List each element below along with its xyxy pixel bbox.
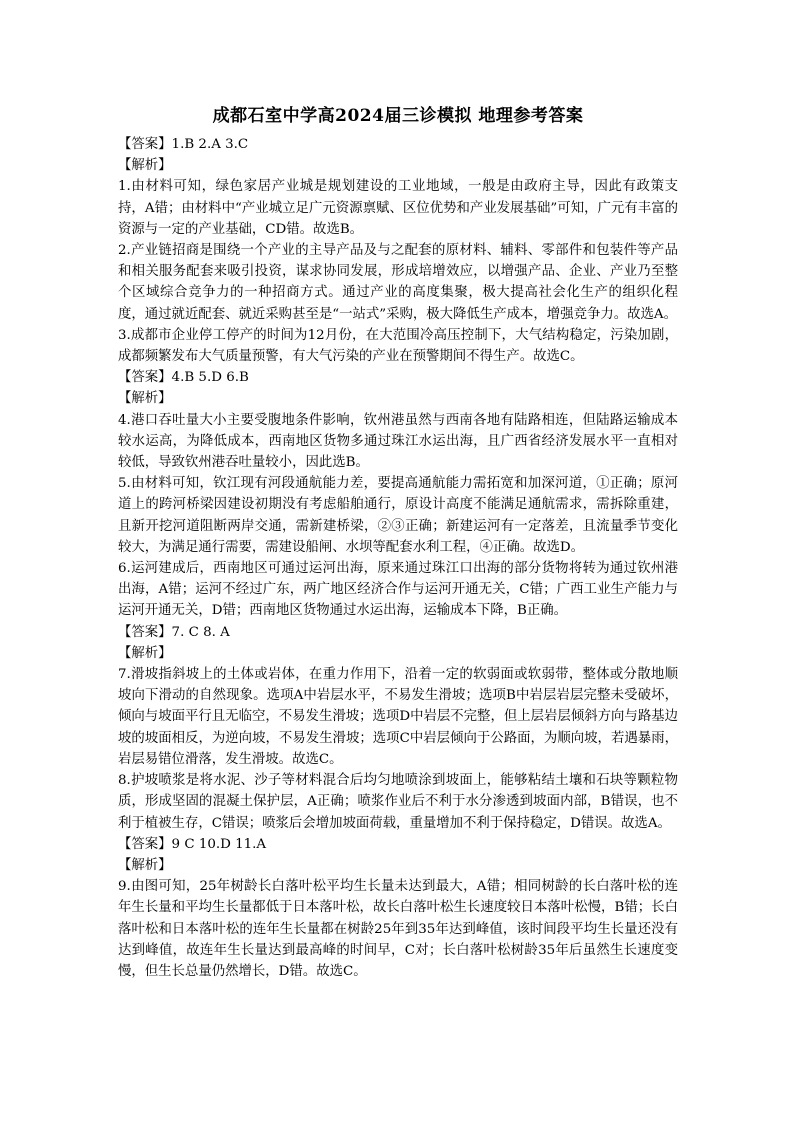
explanation-q8: 8.护坡喷浆是将水泥、沙子等材料混合后均匀地喷涂到坡面上，能够粘结土壤和石块等颗粒物质，形成坚固的混凝土保护层，A正确；喷浆作业后不利于水分渗透到坡面内部，B错误，也不利于植被生存，C错误；喷浆后会增加坡面荷载，重量增加不利于保持稳定，D错误。故选A。 bbox=[118, 773, 678, 831]
explanation-q7: 7.滑坡指斜坡上的土体或岩体，在重力作用下，沿着一定的软弱面或软弱带，整体或分散地顺坡向下滑动的自然现象。选项A中岩层水平，不易发生滑坡；选项B中岩层岩层完整未受破坏，倾向与坡面平行且无临空，不易发生滑坡；选项D中岩层不完整，但上层岩层倾斜方向与路基边坡的坡面相反，为逆向坡，不易发生滑坡；选项C中岩层倾向于公路面，为顺向坡，若遇暴雨，岩层易错位滑落，发生滑坡。故选C。 bbox=[118, 667, 678, 767]
analysis-heading-1: 【解析】 bbox=[118, 158, 172, 174]
explanation-q4: 4.港口吞吐量大小主要受腹地条件影响，钦州港虽然与西南各地有陆路相连，但陆路运输成本较水运高，为降低成本，西南地区货物多通过珠江水运出海，且广西省经济发展水平一直相对较低，导致钦州港吞吐量较小，因此选B。 bbox=[118, 412, 678, 471]
document-title: 成都石室中学高2024届三诊模拟 地理参考答案 bbox=[212, 106, 584, 126]
answer-line-9-11: 【答案】9 C 10.D 11.A bbox=[118, 836, 267, 852]
analysis-heading-2: 【解析】 bbox=[118, 391, 172, 407]
document-body bbox=[118, 134, 678, 982]
answer-line-4-6: 【答案】4.B 5.D 6.B bbox=[118, 370, 249, 386]
answer-line-1-3: 【答案】1.B 2.A 3.C bbox=[118, 137, 249, 152]
answer-line-7-8: 【答案】7. C 8. A bbox=[118, 624, 230, 640]
explanation-q1: 1.由材料可知，绿色家居产业城是规划建设的工业地域，一般是由政府主导，因此有政策支持，A错；由材料中“产业城立足广元资源禀赋、区位优势和产业发展基础”可知，广元有丰富的资源与一定的产业基础，CD错。故选B。 bbox=[118, 179, 678, 237]
answer-document bbox=[118, 104, 678, 982]
explanation-q9: 9.由图可知，25年树龄长白落叶松平均生长量未达到最大，A错；相同树龄的长白落叶松的连年生长量和平均生长量都低于日本落叶松，故长白落叶松生长速度较日本落叶松慢，B错；长白落叶松和日本落叶松的连年生长量都在树龄25年到35年达到峰值，该时间段平均生长量还没有达到峰值，故连年生长量达到最高峰的时间早，C对；长白落叶松树龄35年后虽然生长速度变慢，但生长总量仍然增长，D错。故选C。 bbox=[118, 879, 678, 979]
explanation-q6: 6.运河建成后，西南地区可通过运河出海，原来通过珠江口出海的部分货物将转为通过钦州港出海，A错；运河不经过广东，两广地区经济合作与运河开通无关，C错；广西工业生产能力与运河开通无关，D错；西南地区货物通过水运出海，运输成本下降，B正确。 bbox=[118, 561, 678, 619]
analysis-heading-3: 【解析】 bbox=[118, 645, 172, 661]
analysis-heading-4: 【解析】 bbox=[118, 857, 172, 873]
explanation-q2: 2.产业链招商是围绕一个产业的主导产品及与之配套的原材料、辅料、零部件和包装件等产品和相关服务配套来吸引投资，谋求协同发展，形成培增效应，以增强产品、企业、产业乃至整个区域综合竞争力的一种招商方式。通过产业的高度集聚，极大提高社会化生产的组织化程度，通过就近配套、就近采购甚至是“一站式”采购，极大降低生产成本，增强竞争力。故选A。 bbox=[118, 243, 678, 322]
explanation-q5: 5.由材料可知，钦江现有河段通航能力差，要提高通航能力需拓宽和加深河道，①正确；原河道上的跨河桥梁因建设初期没有考虑船舶通行，原设计高度不能满足通航需求，需拆除重建，且新开挖河道阻断两岸交通，需新建桥梁，②③正确；新建运河有一定落差，且流量季节变化较大，为满足通行需要，需建设船闸、水坝等配套水利工程，④正确。故选D。 bbox=[118, 476, 678, 555]
explanation-q3: 3.成都市企业停工停产的时间为12月份，在大范围冷高压控制下，大气结构稳定，污染加剧，成都频繁发布大气质量预警，有大气污染的产业在预警期间不得生产。故选C。 bbox=[118, 327, 678, 365]
